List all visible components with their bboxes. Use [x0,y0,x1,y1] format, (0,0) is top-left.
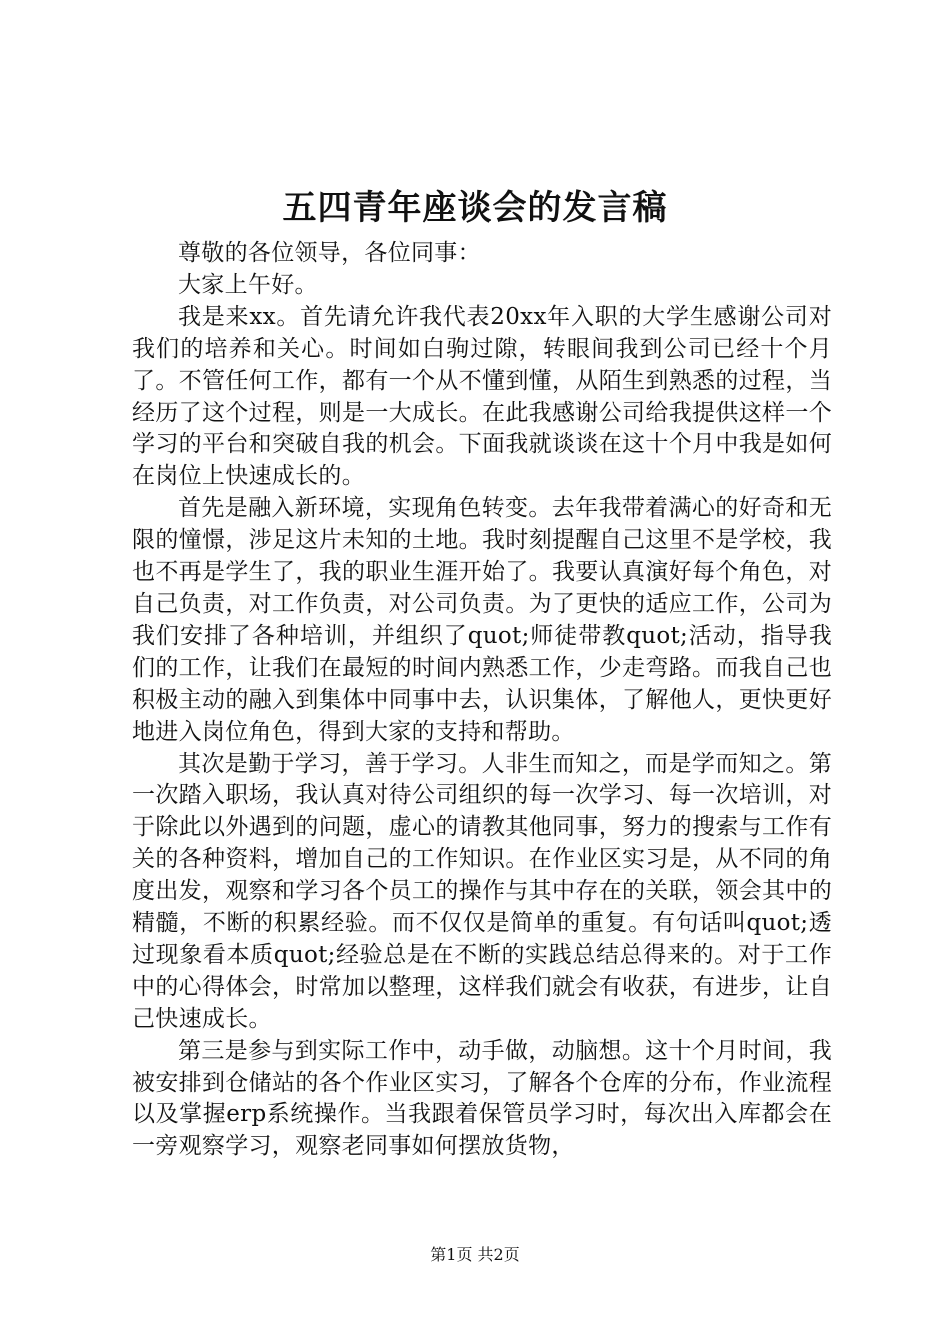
document-body [132,238,832,1163]
body-paragraph: 其次是勤于学习，善于学习。人非生而知之，而是学而知之。第一次踏入职场，我认真对待公司组织的每一次学习、每一次培训，对于除此以外遇到的问题，虚心的请教其他同事，努力的搜索与工作有关的各种资料，增加自己的工作知识。在作业区实习是，从不同的角度出发，观察和学习各个员工的操作与其中存在的关联，领会其中的精髓，不断的积累经验。而不仅仅是简单的重复。有句话叫quot;透过现象看本质quot;经验总是在不断的实践总结总得来的。对于工作中的心得体会，时常加以整理，这样我们就会有收获，有进步，让自己快速成长。 [132,750,832,1032]
page-number-footer: 第1页 共2页 [430,1245,520,1264]
greeting-paragraph: 大家上午好。 [178,271,318,298]
document-title: 五四青年座谈会的发言稿 [282,188,668,228]
body-paragraph: 首先是融入新环境，实现角色转变。去年我带着满心的好奇和无限的憧憬，涉足这片未知的土地。我时刻提醒自己这里不是学校，我也不再是学生了，我的职业生涯开始了。我要认真演好每个角色，对自己负责，对工作负责，对公司负责。为了更快的适应工作，公司为我们安排了各种培训，并组织了quot;师徒带教quot;活动，指导我们的工作，让我们在最短的时间内熟悉工作，少走弯路。而我自己也积极主动的融入到集体中同事中去，认识集体，了解他人，更快更好地进入岗位角色，得到大家的支持和帮助。 [132,495,832,745]
salutation-paragraph: 尊敬的各位领导，各位同事： [178,240,481,266]
body-paragraph: 第三是参与到实际工作中，动手做，动脑想。这十个月时间，我被安排到仓储站的各个作业区实习，了解各个仓库的分布，作业流程以及掌握erp系统操作。当我跟着保管员学习时，每次出入库都会在一旁观察学习，观察老同事如何摆放货物， [132,1037,832,1160]
body-paragraph: 我是来xx。首先请允许我代表20xx年入职的大学生感谢公司对我们的培养和关心。时间如白驹过隙，转眼间我到公司已经十个月了。不管任何工作，都有一个从不懂到懂，从陌生到熟悉的过程，当经历了这个过程，则是一大成长。在此我感谢公司给我提供这样一个学习的平台和突破自我的机会。下面我就谈谈在这十个月中我是如何在岗位上快速成长的。 [132,303,832,490]
